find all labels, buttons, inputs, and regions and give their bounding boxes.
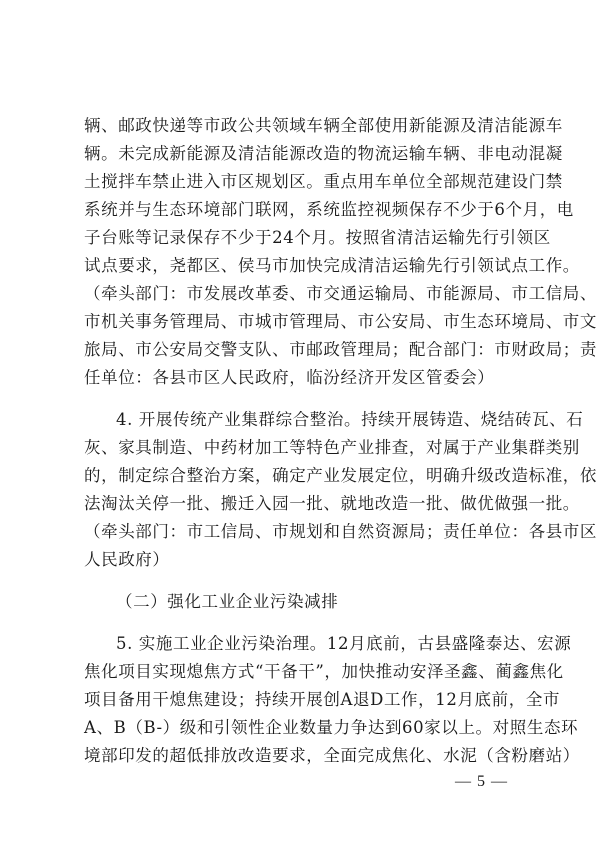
text-line: 系统并与生态环境部门联网，系统监控视频保存不少于6个月，电 bbox=[84, 200, 574, 219]
text-line: 焦化项目实现熄焦方式“干备干”，加快推动安泽圣鑫、蔺鑫焦化 bbox=[84, 662, 564, 681]
text-line: （牵头部门：市发展改革委、市交通运输局、市能源局、市工信局、 bbox=[84, 284, 597, 303]
text-line: A、B（B-）级和引领性企业数量力争达到60家以上。对照生态环 bbox=[84, 718, 579, 737]
text-line: 5. 实施工业企业污染治理。12月底前，古县盛隆泰达、宏源 bbox=[116, 634, 572, 653]
text-line: 土搅拌车禁止进入市区规划区。重点用车单位全部规范建设门禁 bbox=[84, 172, 563, 191]
text-line: （牵头部门：市工信局、市规划和自然资源局；责任单位：各县市区 bbox=[84, 522, 597, 541]
text-line: 子台账等记录保存不少于24个月。按照省清洁运输先行引领区 bbox=[84, 228, 551, 247]
text-line: 灰、家具制造、中药材加工等特色产业排查，对属于产业集群类别 bbox=[84, 438, 580, 457]
text-line: 旅局、市公安局交警支队、市邮政管理局；配合部门：市财政局；责 bbox=[84, 340, 597, 359]
text-line: 的，制定综合整治方案，确定产业发展定位，明确升级改造标准，依 bbox=[84, 466, 597, 485]
page-number: — 5 — bbox=[455, 773, 508, 790]
text-line: 人民政府） bbox=[84, 550, 170, 569]
text-line: 试点要求，尧都区、侯马市加快完成清洁运输先行引领试点工作。 bbox=[84, 256, 580, 275]
text-line: 项目备用干熄焦建设；持续开展创A退D工作，12月底前，全市 bbox=[84, 690, 561, 709]
text-line: 法淘汰关停一批、搬迁入园一批、就地改造一批、做优做强一批。 bbox=[84, 494, 580, 513]
text-line: 辆、邮政快递等市政公共领域车辆全部使用新能源及清洁能源车 bbox=[84, 116, 563, 135]
text-line: 市机关事务管理局、市城市管理局、市公安局、市生态环境局、市文 bbox=[84, 312, 597, 331]
text-line: 辆。未完成新能源及清洁能源改造的物流运输车辆、非电动混凝 bbox=[84, 144, 563, 163]
section-heading: （二）强化工业企业污染减排 bbox=[116, 592, 339, 611]
text-line: 4. 开展传统产业集群综合整治。持续开展铸造、烧结砖瓦、石 bbox=[116, 410, 584, 429]
text-line: 任单位：各县市区人民政府，临汾经济开发区管委会） bbox=[84, 368, 495, 387]
text-line: 境部印发的超低排放改造要求，全面完成焦化、水泥（含粉磨站） bbox=[84, 746, 580, 765]
